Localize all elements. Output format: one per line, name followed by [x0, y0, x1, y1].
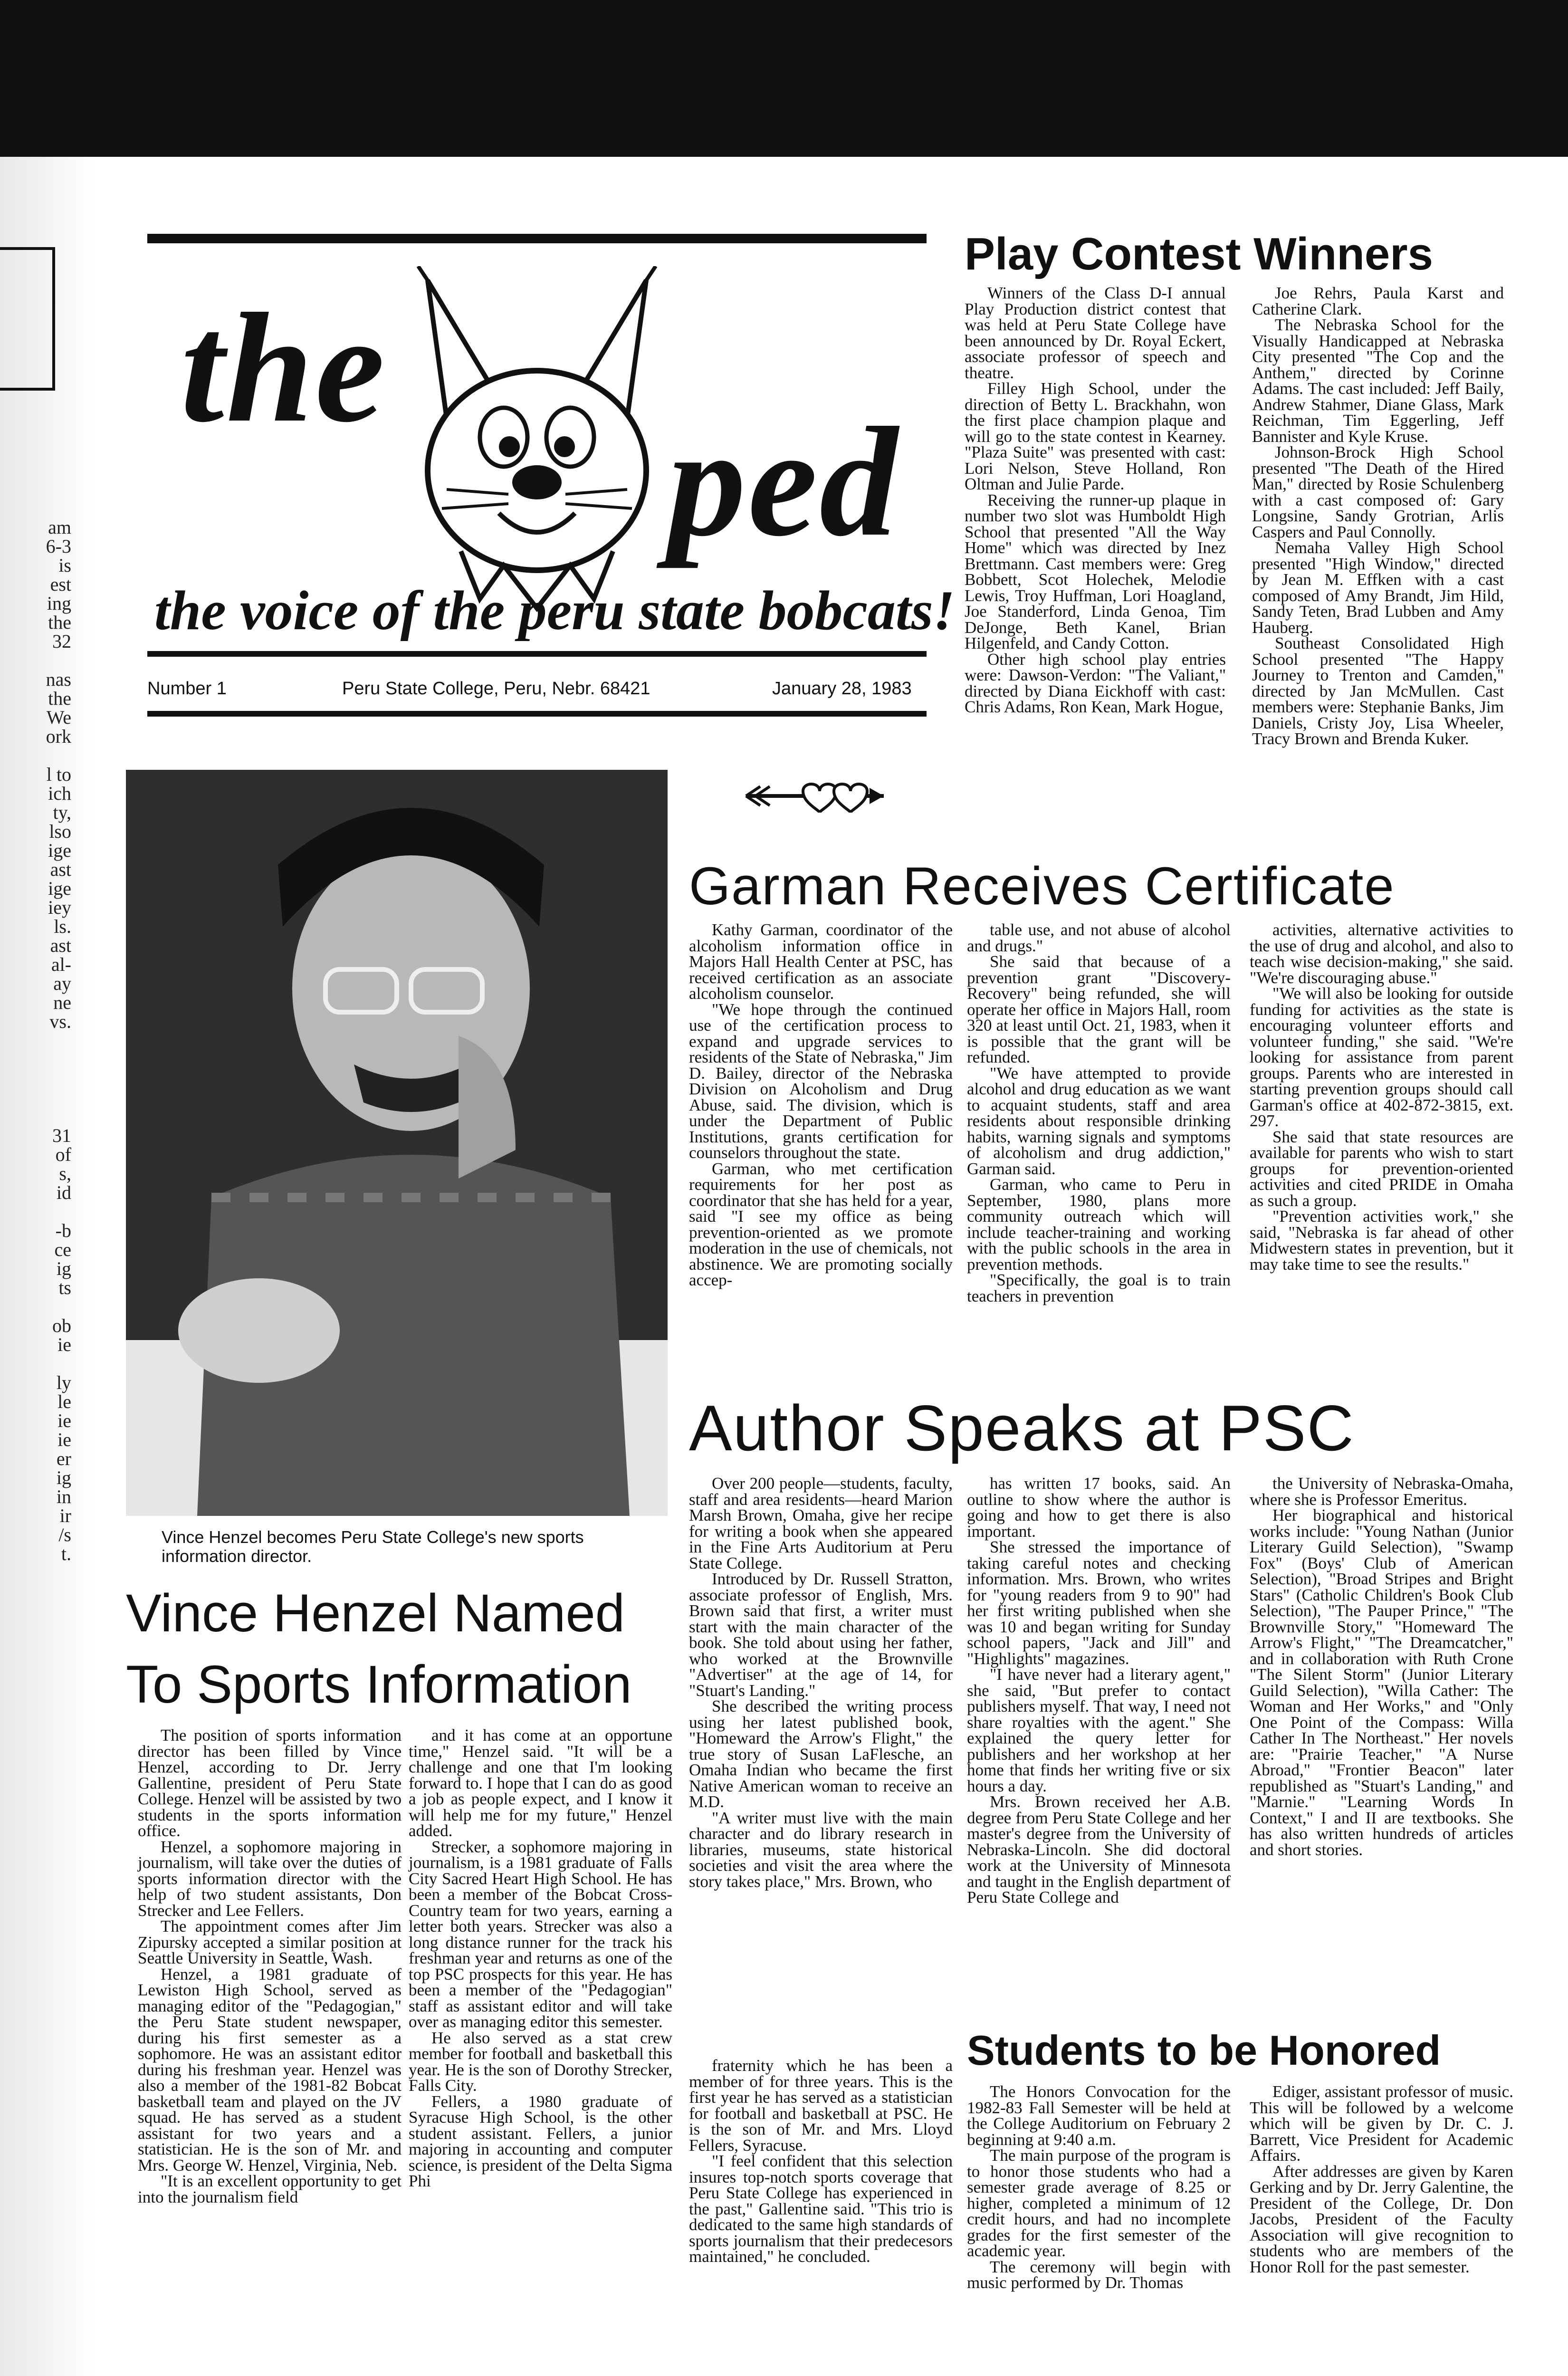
garman-column-2: [967, 922, 1231, 1304]
garman-headline: Garman Receives Certificate: [689, 856, 1395, 916]
edge-fragment: of: [55, 1144, 71, 1165]
garman-column-3: [1250, 922, 1513, 1272]
masthead-word-ped: ped: [668, 395, 900, 569]
paragraph: The position of sports information director has been filled by Vince Henzel, according to Dr. Jerry Gallentine, president of Peru State College. Henzel will be assisted by two students in the sports information office.: [138, 1726, 402, 1840]
paragraph: Over 200 people—students, faculty, staff and area residents—heard Marion Marsh Brown, Omaha, give her recipe for writing a book when she appeared in the Fine Arts Auditorium at Peru State College.: [689, 1474, 953, 1572]
edge-fragment: ls.: [54, 916, 71, 937]
paragraph: After addresses are given by Karen Gerking and by Dr. Jerry Galentine, the President of the College, Dr. Don Jacobs, President of the Faculty Association will give recognition to students who are members of the Honor Roll for the past semester.: [1250, 2162, 1513, 2276]
play-headline: Play Contest Winners: [965, 229, 1434, 279]
photo-caption: Vince Henzel becomes Peru State College's new sports information director.: [162, 1527, 584, 1566]
paragraph: "I feel confident that this selection insures top-notch sports coverage that Peru State College has experienced in the past," Gallentine said. "This trio is dedicated to the same high standards of sports journalism that their predecesors maintained," he concluded.: [689, 2152, 953, 2266]
edge-fragment: ie: [57, 1334, 71, 1355]
college-address: Peru State College, Peru, Nebr. 68421: [342, 679, 650, 699]
paragraph: Garman, who met certification requirements for her post as coordinator that she has held for a year, said "I see my office as being prevention-oriented as we promote moderation in the use of chemicals, not abstinence. We are promoting socially accep-: [689, 1159, 953, 1289]
paragraph: Nemaha Valley High School presented "High Window," directed by Jean M. Effken with a cast composed of Amy Brandt, Jim Hild, Sandy Teten, Brad Lubben and Amy Hauberg.: [1252, 538, 1504, 637]
paragraph: Fellers, a 1980 graduate of Syracuse High School, is the other student assistant. Fellers, a junior majoring in accounting and computer science, is president of the Delta Sigma Phi: [409, 2092, 672, 2190]
masthead-info-bottom-rule: [147, 711, 927, 717]
paragraph: Introduced by Dr. Russell Stratton, associate professor of English, Mrs. Brown said that first, a writer must start with the main character of the book. She told about using her father, who worked at the Brownville "Advertiser" at the age of 14, for "Stuart's Landing.": [689, 1570, 953, 1700]
edge-fragment: [0, 1107, 71, 1126]
paragraph: Henzel, a sophomore majoring in journalism, will take over the duties of sports information director with the help of two student assistants, Don Strecker and Lee Fellers.: [138, 1837, 402, 1920]
paragraph: Strecker, a sophomore majoring in journalism, is a 1981 graduate of Falls City Sacred Heart High School. He has been a member of the Bobcat Cross-Country team for two years, earning a letter both years. Strecker was also a long distance runner for the track his freshman year and returns as one of the top PSC prospects for this year. He has been a member of the "Pedagogian" staff as assistant editor and will take over as managing editor this semester.: [409, 1837, 672, 2031]
edge-fragment: [0, 1354, 71, 1373]
paragraph: Receiving the runner-up plaque in number two slot was Humboldt High School that presented "All the Way Home" which was directed by Inez Brettmann. Cast members were: Greg Bobbett, Scot Holechek, Melodie Lewis, Troy Huffman, Lori Hoagland, Joe Standerford, Linda Genoa, Tim DeJonge, Beth Kanel, Brian Hilgenfeld, and Candy Cotton.: [965, 490, 1226, 652]
paragraph: fraternity which he has been a member of for three years. This is the first year he has served as a statistician for football and basketball at PSC. He is the son of Mr. and Mrs. Lloyd Fellers, Syracuse.: [689, 2056, 953, 2155]
edge-fragment: We: [46, 707, 71, 728]
masthead-word-the: the: [181, 281, 387, 455]
edge-fragment: ay: [53, 973, 71, 994]
paragraph: "We hope through the continued use of the certification process to expand and upgrade services to residents of the State of Nebraska," Jim D. Bailey, director of the Nebraska Division on Alcoholism and Drug Abuse, said. The division, which is under the Department of Public Institutions, grants certification for counselors throughout the state.: [689, 1000, 953, 1162]
paragraph: He also served as a stat crew member for football and basketball this year. He is the son of Dorothy Strecker, Falls City.: [409, 2028, 672, 2095]
edge-fragment: ly: [56, 1372, 71, 1393]
paragraph: "Specifically, the goal is to train teachers in prevention: [967, 1271, 1231, 1305]
edge-fragment: 6-3: [46, 536, 71, 557]
edge-fragment: [0, 651, 71, 670]
edge-fragment: ty,: [53, 802, 71, 823]
edge-fragment: ie: [57, 1429, 71, 1450]
paragraph: Other high school play entries were: Dawson-Verdon: "The Valiant," directed by Diana Eickhoff with cast: Chris Adams, Ron Kean, Mark Hogue,: [965, 650, 1226, 716]
edge-fragment: ir: [59, 1505, 71, 1526]
paragraph: activities, alternative activities to the use of drug and alcohol, and also to teach wise decision-making," she said. "We're discouraging abuse.": [1250, 920, 1513, 987]
honored-headline: Students to be Honored: [967, 2027, 1441, 2074]
henzel-photo: [126, 770, 668, 1516]
author-column-2: [967, 1475, 1231, 1906]
edge-fragment: 31: [52, 1125, 71, 1146]
honored-column-1: [967, 2084, 1231, 2291]
edge-fragment: t.: [61, 1543, 71, 1564]
paragraph: "We will also be looking for outside funding for activities as the state is encouraging volunteer efforts and volunteer funding," she said. "We're looking for assistance from parent groups. Parents who are interested in starting prevention groups should call Garman's office at 402-872-3815, ext. 297.: [1250, 984, 1513, 1130]
paragraph: The main purpose of the program is to honor those students who had a semester grade average of 8.25 or higher, completed a minimum of 12 credit hours, and had no incomplete grades for the first semester of the academic year.: [967, 2146, 1231, 2260]
author-headline: Author Speaks at PSC: [689, 1392, 1355, 1464]
edge-fragment: ts: [58, 1277, 71, 1298]
adjacent-page-edge-text: [0, 518, 71, 1563]
masthead-top-rule: [147, 234, 927, 243]
paragraph: Mrs. Brown received her A.B. degree from Peru State College and her master's degree from the University of Nebraska-Lincoln. She did doctoral work at the University of Minnesota and taught in the English department of Peru State College and: [967, 1792, 1231, 1907]
masthead-info-top-rule: [147, 651, 927, 657]
binding-bracket: [0, 247, 55, 391]
masthead-tagline: the voice of the peru state bobcats!: [154, 579, 955, 642]
paragraph: She stressed the importance of taking careful notes and checking information. Mrs. Brown, who writes for "young readers from 9 to 90" had her first writing published when she was 10 and began writing for Sunday school papers, "Jack and Jill" and "Highlights" magazines.: [967, 1538, 1231, 1668]
edge-fragment: ce: [54, 1239, 71, 1260]
play-column-1: [965, 285, 1226, 715]
paragraph: Filley High School, under the direction of Betty L. Brackhahn, won the first place champion plaque and will go to the state contest in Kearney. "Plaza Suite" was presented with cast: Lori Nelson, Steve Holland, Ron Oltman and Julie Parde.: [965, 379, 1226, 493]
bobcat-mascot-logo: [390, 266, 684, 618]
scan-top-border: [0, 0, 1568, 157]
honored-column-2: [1250, 2084, 1513, 2275]
garman-column-1: [689, 922, 953, 1288]
paragraph: "We have attempted to provide alcohol and drug education as we want to acquaint students, staff and area residents about responsible drinking habits, warning signals and symptoms of alcoholism and drug addiction," Garman said.: [967, 1063, 1231, 1178]
edge-fragment: [0, 1069, 71, 1088]
issue-number: Number 1: [147, 679, 227, 699]
paragraph: table use, and not abuse of alcohol and drugs.": [967, 920, 1231, 955]
arrow-hearts-ornament: [741, 770, 893, 817]
paragraph: The ceremony will begin with music performed by Dr. Thomas: [967, 2257, 1231, 2292]
paragraph: She said that because of a prevention grant "Discovery-Recovery" being refunded, she will operate her office in Majors Hall, room 320 at least until Oct. 21, 1983, when it is possible that the grant will be refunded.: [967, 952, 1231, 1066]
issue-date: January 28, 1983: [772, 679, 912, 699]
edge-fragment: [0, 1297, 71, 1316]
paragraph: Henzel, a 1981 graduate of Lewiston High School, served as managing editor of the "Pedagogian," the Peru State student newspaper, during his first semester as a sophomore. He was an assistant editor during his freshman year. Henzel was also a member of the 1981-82 Bobcat basketball team and played on the JV squad. He has served as a student assistant for two years and a statistician. He is the son of Mr. and Mrs. George W. Henzel, Virginia, Neb.: [138, 1964, 402, 2175]
edge-fragment: lso: [49, 821, 71, 842]
paragraph: "A writer must live with the main character and do library research in libraries, museums, state historical societies and visit the area where the story takes place," Mrs. Brown, who: [689, 1808, 953, 1891]
paragraph: Johnson-Brock High School presented "The Death of the Hired Man," directed by Rosie Schulenberg with a cast composed of: Gary Longsine, Sandy Grotrian, Arlis Caspers and Paul Connolly.: [1252, 443, 1504, 541]
paragraph: Southeast Consolidated High School presented "The Happy Journey to Trenton and Camden," directed by Jan McMullen. Cast members were: Stephanie Banks, Jim Daniels, Cristy Joy, Lisa Wheeler, Tracy Brown and Brenda Kuker.: [1252, 634, 1504, 748]
edge-fragment: ich: [48, 783, 71, 804]
edge-fragment: the: [48, 612, 71, 633]
henzel-column-1: [138, 1727, 402, 2205]
edge-fragment: [0, 1031, 71, 1050]
edge-fragment: vs.: [49, 1011, 71, 1032]
edge-fragment: is: [58, 555, 71, 576]
paragraph: Winners of the Class D-I annual Play Production district contest that was held at Peru State College have been announced by Dr. Royal Eckert, associate professor of speech and theatre.: [965, 284, 1226, 382]
paragraph: Garman, who came to Peru in September, 1980, plans more community outreach which will include teacher-training and working with the public schools in the area in prevention methods.: [967, 1175, 1231, 1274]
paragraph: The Honors Convocation for the 1982-83 Fall Semester will be held at the College Auditorium on February 2 beginning at 9:40 a.m.: [967, 2082, 1231, 2149]
henzel-headline-line-2: To Sports Information: [126, 1655, 632, 1714]
paragraph: Her biographical and historical works include: "Young Nathan (Junior Literary Guild Selection), "Swamp Fox" (Boys' Club of American Selection), "Broad Stripes and Bright Stars" (Catholic Children's Book Club Selection), "The Pauper Prince," "The Brownville Story," "Homeward The Arrow's Flight," "The Dreamcatcher," and in collaboration with Ruth Crone "The Silent Storm" (Junior Literary Guild Selection), "Willa Cather: The Woman and Her Works," and "Only One Point of the Compass: Willa Cather In The Northeast." Her novels are: "Prairie Teacher," "A Nurse Abroad," "Frontier Beacon" later republished as "Stuart's Landing," and "Marnie." "Learning Words In Context," I and II are textbooks. She has also written hundreds of articles and short stories.: [1250, 1506, 1513, 1859]
paragraph: Joe Rehrs, Paula Karst and Catherine Clark.: [1252, 284, 1504, 318]
edge-fragment: -b: [55, 1220, 71, 1241]
edge-fragment: ob: [52, 1315, 71, 1336]
edge-fragment: [0, 1088, 71, 1107]
paragraph: Kathy Garman, coordinator of the alcoholism information office in Majors Hall Health Center at PSC, has received certification as an associate alcoholism counselor.: [689, 920, 953, 1003]
edge-fragment: est: [50, 574, 71, 595]
edge-fragment: id: [56, 1182, 71, 1203]
edge-fragment: the: [48, 688, 71, 709]
edge-fragment: ig: [56, 1467, 71, 1488]
edge-fragment: ast: [50, 935, 71, 956]
paragraph: Ediger, assistant professor of music. This will be followed by a welcome which will be given by Dr. C. J. Barrett, Vice President for Academic Affairs.: [1250, 2082, 1513, 2165]
paragraph: She described the writing process using her latest published book, "Homeward the Arrow's Flight," the true story of Susan LaFlesche, an Omaha Indian who became the first Native American woman to receive an M.D.: [689, 1697, 953, 1811]
edge-fragment: 32: [52, 631, 71, 652]
edge-fragment: ork: [46, 726, 71, 747]
edge-fragment: al-: [51, 954, 71, 975]
paragraph: the University of Nebraska-Omaha, where she is Professor Emeritus.: [1250, 1474, 1513, 1509]
author-column-3: [1250, 1475, 1513, 1858]
paragraph: "I have never had a literary agent," she said, "But prefer to contact publishers myself. That way, I need not share royalties with the agent." She explained the query letter for publishers and her workshop at her home that finds her writing five or six hours a day.: [967, 1665, 1231, 1795]
paragraph: "It is an excellent opportunity to get into the journalism field: [138, 2172, 402, 2206]
edge-fragment: l to: [46, 764, 71, 785]
paragraph: has written 17 books, said. An outline to show where the author is going and how to get there is also important.: [967, 1474, 1231, 1541]
edge-fragment: le: [57, 1391, 71, 1412]
edge-fragment: s,: [59, 1163, 71, 1184]
edge-fragment: ast: [50, 859, 71, 880]
edge-fragment: ie: [57, 1410, 71, 1431]
paragraph: "Prevention activities work," she said, "Nebraska is far ahead of other Midwestern states in prevention, but it may take time to see the results.": [1250, 1207, 1513, 1274]
edge-fragment: ige: [48, 840, 71, 861]
edge-fragment: ing: [47, 593, 71, 614]
edge-fragment: er: [56, 1448, 71, 1469]
paragraph: and it has come at an opportune time," Henzel said. "It will be a challenge and one that I'm looking forward to. I hope that I can do as good a job as people expect, and I know it will help me for my future," Henzel added.: [409, 1726, 672, 1840]
henzel-headline-line-1: Vince Henzel Named: [126, 1583, 625, 1643]
paragraph: She said that state resources are available for parents who wish to start groups for prevention-oriented activities and cited PRIDE in Omaha as such a group.: [1250, 1127, 1513, 1210]
edge-fragment: ige: [48, 878, 71, 899]
edge-fragment: am: [48, 517, 71, 538]
author-column-1: [689, 1475, 953, 1889]
edge-fragment: [0, 746, 71, 765]
paragraph: The appointment comes after Jim Zipursky accepted a similar position at Seattle University in Seattle, Wash.: [138, 1917, 402, 1967]
henzel-column-2: [409, 1727, 672, 2189]
edge-fragment: iey: [48, 897, 71, 918]
edge-fragment: /s: [58, 1524, 71, 1545]
edge-fragment: ig: [56, 1258, 71, 1279]
edge-fragment: [0, 1202, 71, 1221]
play-column-2: [1252, 285, 1504, 747]
edge-fragment: ne: [53, 992, 71, 1013]
edge-fragment: [0, 1050, 71, 1069]
paragraph: The Nebraska School for the Visually Handicapped at Nebraska City presented "The Cop and the Anthem," directed by Corinne Adams. The cast included: Jeff Baily, Andrew Stahmer, Diane Glass, Mark Reichman, Tim Eggerling, Jeff Bannister and Kyle Kruse.: [1252, 316, 1504, 446]
edge-fragment: in: [56, 1486, 71, 1507]
henzel-column-3: [689, 2058, 953, 2265]
edge-fragment: nas: [46, 669, 71, 690]
